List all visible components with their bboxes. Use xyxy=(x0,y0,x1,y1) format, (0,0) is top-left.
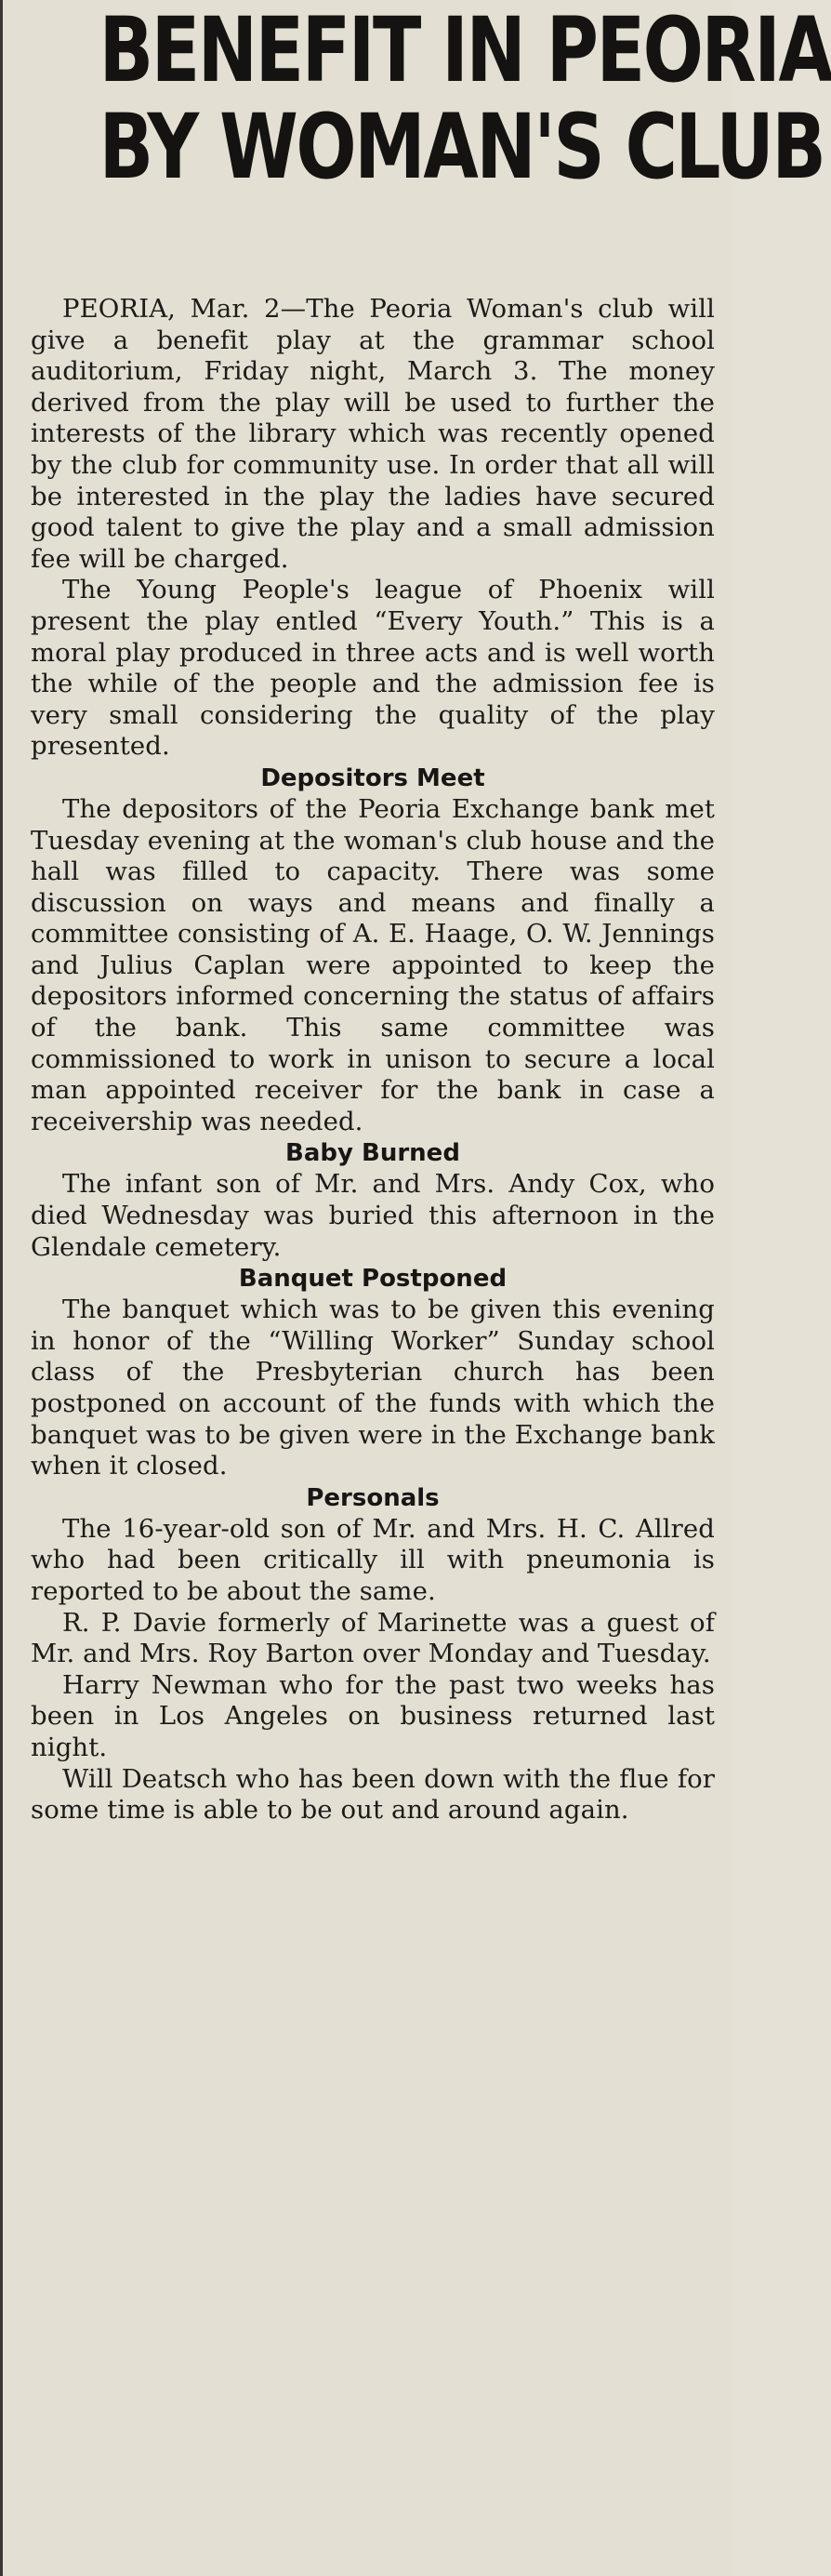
headline xyxy=(99,0,831,199)
paragraph-infant-son: The infant son of Mr. and Mrs. Andy Cox, who died Wednesday was buried this afternoon in the Glendale cemetery. xyxy=(31,1169,715,1262)
headline-line-2: BY WOMAN'S CLUB xyxy=(99,95,824,199)
headline-line-1: BENEFIT IN PEORIA xyxy=(99,0,831,102)
subhead-personals: Personals xyxy=(306,1483,440,1512)
subhead-depositors-meet: Depositors Meet xyxy=(260,764,485,792)
section-personals xyxy=(31,1482,715,1826)
subhead-banquet-postponed: Banquet Postponed xyxy=(238,1265,508,1294)
paragraph-depositors: The depositors of the Peoria Exchange bank met Tuesday evening at the woman's club house and the hall was filled to capacity. There was some discussion on ways and means and finally a committee consisting of A. E. Haage, O. W. Jennings and Julius Caplan were appointed to keep the depositors informed concerning the status of affairs of the bank. This same committee was commissioned to work in unison to secure a local man appointed receiver for the bank in case a receivership was needed. xyxy=(31,793,715,1136)
subhead-baby-burned: Baby Burned xyxy=(285,1139,460,1168)
section-banquet-postponed xyxy=(31,1263,715,1482)
paragraph-newman: Harry Newman who for the past two weeks has been in Los Angeles on business returned last night. xyxy=(31,1669,715,1762)
article-body xyxy=(31,294,715,1826)
paragraph-banquet: The banquet which was to be given this evening in honor of the “Willing Worker” Sunday school class of the Presbyterian church has been postponed on account of the funds with which the banquet was to be given were in the Exchange bank when it closed. xyxy=(31,1295,715,1481)
paragraph-davie: R. P. Davie formerly of Marinette was a guest of Mr. and Mrs. Roy Barton over Monday and Tuesday. xyxy=(31,1607,715,1669)
paragraph-deatsch: Will Deatsch who has been down with the flue for some time is able to be out and around again. xyxy=(31,1763,715,1826)
section-baby-burned xyxy=(31,1137,715,1263)
paragraph-allred: The 16-year-old son of Mr. and Mrs. H. C. Allred who had been critically ill with pneumonia is reported to be about the same. xyxy=(31,1513,715,1606)
paragraph-young-peoples-league: The Young People's league of Phoenix will present the play entled “Every Youth.” This is a moral play produced in three acts and is well worth the while of the people and the admission fee is very small considering the quality of the play presented. xyxy=(31,575,715,762)
section-depositors-meet xyxy=(31,763,715,1138)
paragraph-dateline: PEORIA, Mar. 2—The Peoria Woman's club will give a benefit play at the grammar school auditorium, Friday night, March 3. The money derived from the play will be used to further the interests of the library which was recently opened by the club for community use. In order that all will be interested in the play the ladies have secured good talent to give the play and a small admission fee will be charged. xyxy=(31,294,715,574)
